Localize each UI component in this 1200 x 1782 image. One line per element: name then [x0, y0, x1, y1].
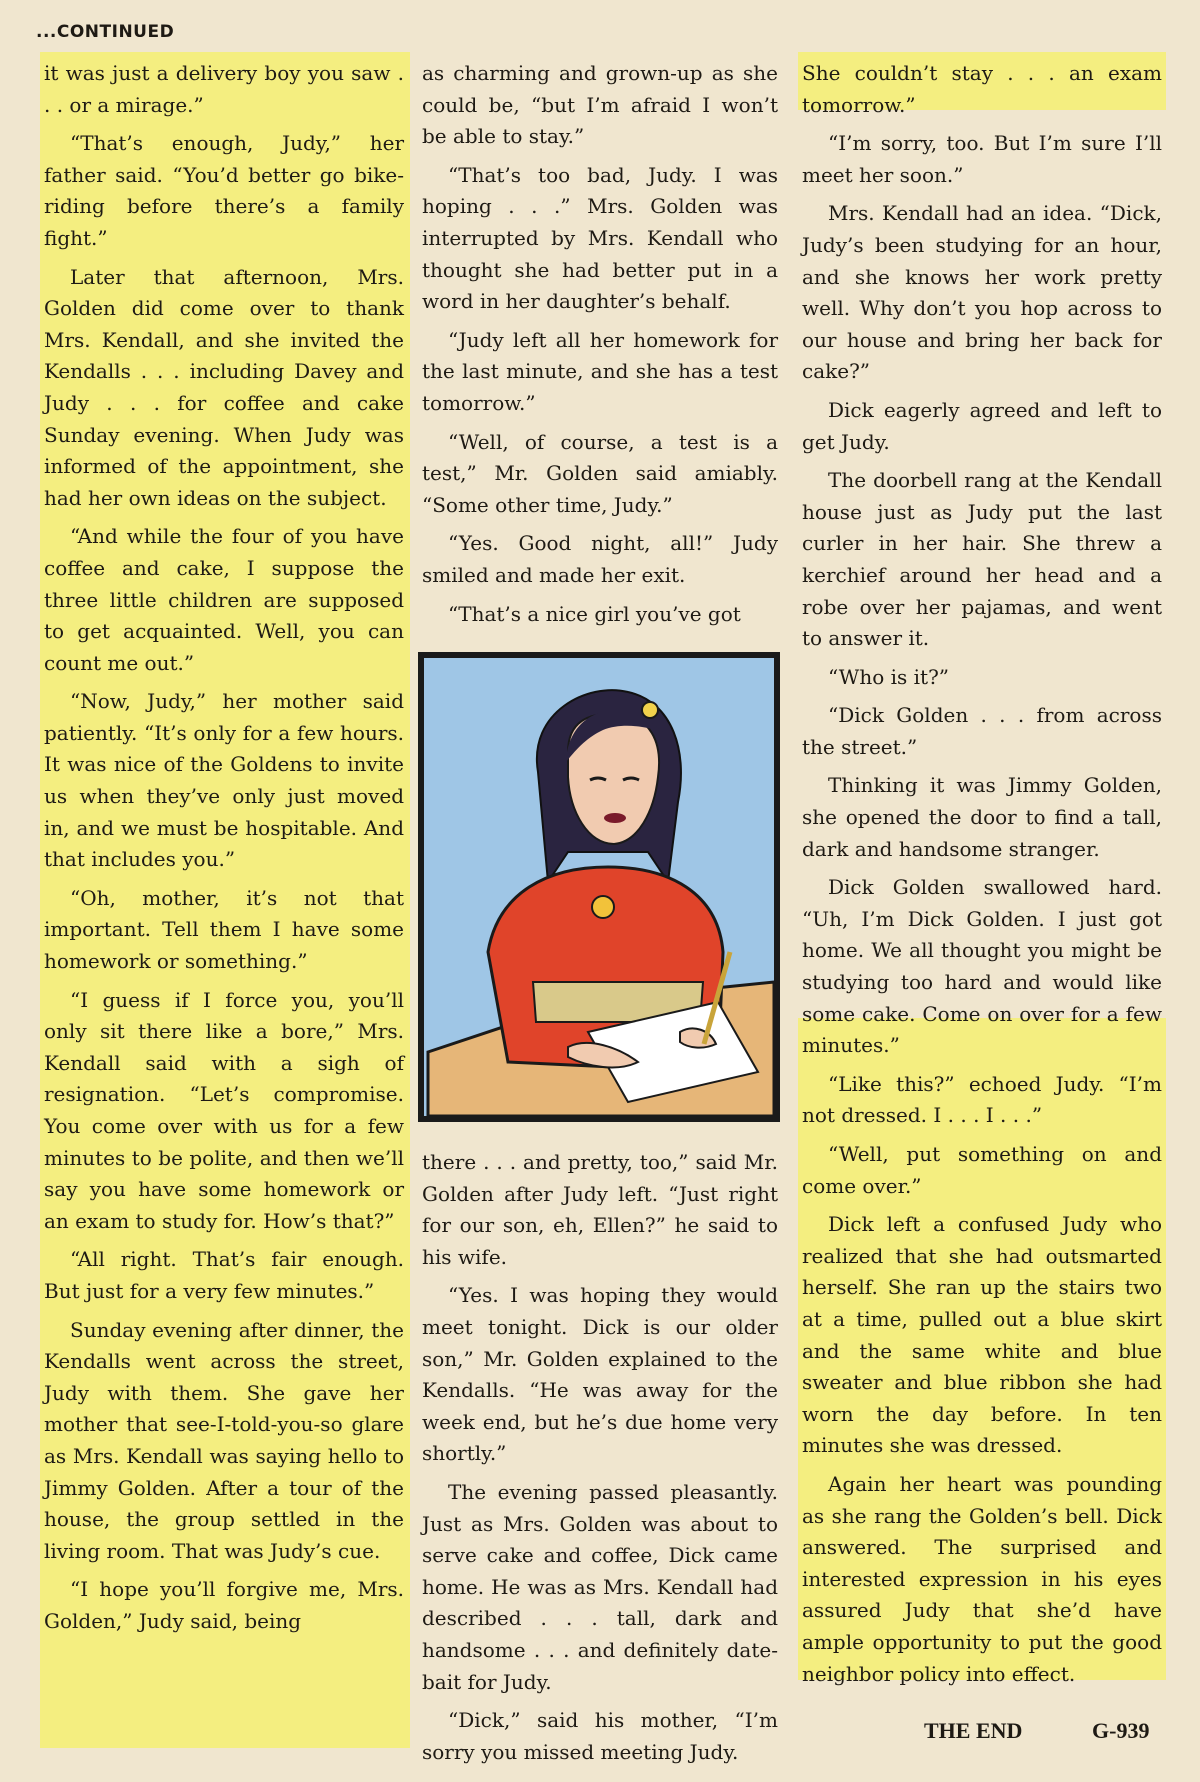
paragraph: Dick eagerly agreed and left to get Judy. — [802, 397, 1162, 454]
paragraph: “I’m sorry, too. But I’m sure I’ll meet her soon.” — [802, 131, 1162, 187]
the-end-label: THE END — [924, 1718, 1023, 1743]
paragraph: “I guess if I force you, you’ll only sit there like a bore,” Mrs. Kendall said with a sigh of resignation. “Let’s compromise. You come over with us for a few minutes to be polite, and then we’ll say you have some homework or an exam to study for. How’s that?” — [44, 987, 404, 1233]
lips — [604, 813, 626, 823]
paragraph: “Well, of course, a test is a test,” Mr. Golden said amiably. “Some other time, Judy.” — [422, 429, 778, 517]
paragraph: Later that afternoon, Mrs. Golden did come over to thank Mrs. Kendall, and she invited the Kendalls . . . including Davey and Judy . . . for coffee and cake Sunday evening. When Judy was informed of the appointment, she had her own ideas on the subject. — [44, 264, 404, 510]
paragraph: Dick left a confused Judy who realized that she had outsmarted herself. She ran up the stairs two at a time, pulled out a blue skirt and the same white and blue sweater and blue ribbon she had worn the day before. In ten minutes she was dressed. — [802, 1212, 1162, 1458]
pendant — [592, 896, 614, 918]
paragraph: “And while the four of you have coffee and cake, I suppose the three little children are supposed to get acquainted. Well, you can count me out.” — [44, 524, 404, 675]
text-column-2-bottom — [422, 1147, 778, 1775]
paragraph: “Well, put something on and come over.” — [802, 1142, 1162, 1198]
paragraph: “Dick Golden . . . from across the street.” — [802, 703, 1162, 759]
paragraph: “Now, Judy,” her mother said patiently. “It’s only for a few hours. It was nice of the Goldens to invite us when they’ve only just moved in, and we must be hospitable. And that includes you.” — [44, 689, 404, 872]
paragraph: “All right. That’s fair enough. But just for a very few minutes.” — [44, 1247, 404, 1303]
paragraph: as charming and grown-up as she could be, “but I’m afraid I won’t be able to stay.” — [422, 61, 778, 149]
paragraph: She couldn’t stay . . . an exam tomorrow.” — [802, 61, 1162, 117]
story-code: G-939 — [1092, 1718, 1150, 1743]
text-column-2-top — [422, 58, 778, 637]
paragraph: “I hope you’ll forgive me, Mrs. Golden,” Judy said, being — [44, 1577, 404, 1633]
paragraph: Thinking it was Jimmy Golden, she opened the door to find a tall, dark and handsome stranger. — [802, 773, 1162, 861]
hair-bow — [642, 702, 658, 718]
paragraph: “Like this?” echoed Judy. “I’m not dressed. I . . . I . . .” — [802, 1071, 1162, 1128]
paragraph: “Yes. I was hoping they would meet tonight. Dick is our older son,” Mr. Golden explained to the Kendalls. “He was away for the week end, but he’s due home very shortly.” — [422, 1283, 778, 1466]
paragraph: Mrs. Kendall had an idea. “Dick, Judy’s been studying for an hour, and she knows her work pretty well. Why don’t you hop across to our house and bring her back for cake?” — [802, 201, 1162, 384]
illustration-panel — [418, 652, 780, 1122]
paragraph: it was just a delivery boy you saw . . . or a mirage.” — [44, 61, 404, 117]
paragraph: there . . . and pretty, too,” said Mr. Golden after Judy left. “Just right for our son, eh, Ellen?” he said to his wife. — [422, 1150, 778, 1269]
text-column-1 — [44, 58, 404, 1645]
paragraph: Dick Golden swallowed hard. “Uh, I’m Dick Golden. I just got home. We all thought you might be studying too hard and would like some cake. Come on over for a few minutes.” — [802, 875, 1162, 1058]
paragraph: The doorbell rang at the Kendall house just as Judy put the last curler in her hair. She threw a kerchief around her head and a robe over her pajamas, and went to answer it. — [802, 468, 1162, 651]
text-column-3 — [802, 58, 1162, 1697]
paragraph: Sunday evening after dinner, the Kendalls went across the street, Judy with them. She gave her mother that see-I-told-you-so glare as Mrs. Kendall was saying hello to Jimmy Golden. After a tour of the house, the group settled in the living room. That was Judy’s cue. — [44, 1317, 404, 1563]
paragraph: “Dick,” said his mother, “I’m sorry you missed meeting Judy. — [422, 1708, 778, 1764]
paragraph: “That’s too bad, Judy. I was hoping . . .” Mrs. Golden was interrupted by Mrs. Kendall who thought she had better put in a word in her daughter’s behalf. — [422, 162, 778, 314]
girl-writing-illustration — [418, 652, 780, 1122]
paragraph: “That’s a nice girl you’ve got — [448, 601, 741, 626]
paragraph: “Yes. Good night, all!” Judy smiled and made her exit. — [422, 531, 778, 587]
paragraph: “That’s enough, Judy,” her father said. “You’d better go bike-riding before there’s a family fight.” — [44, 131, 404, 250]
paragraph: The evening passed pleasantly. Just as Mrs. Golden was about to serve cake and coffee, Dick came home. He was as Mrs. Kendall had described . . . tall, dark and handsome . . . and definitely date-bait for Judy. — [422, 1479, 778, 1694]
paragraph: “Who is it?” — [828, 664, 950, 689]
paragraph: “Judy left all her homework for the last minute, and she has a test tomorrow.” — [422, 327, 778, 415]
continued-label: ...CONTINUED — [36, 22, 175, 42]
paragraph: “Oh, mother, it’s not that important. Tell them I have some homework or something.” — [44, 885, 404, 974]
paragraph: Again her heart was pounding as she rang the Golden’s bell. Dick answered. The surprised and interested expression in his eyes assured Judy that she’d have ample opportunity to put the good neighbor policy into effect. — [802, 1471, 1162, 1686]
